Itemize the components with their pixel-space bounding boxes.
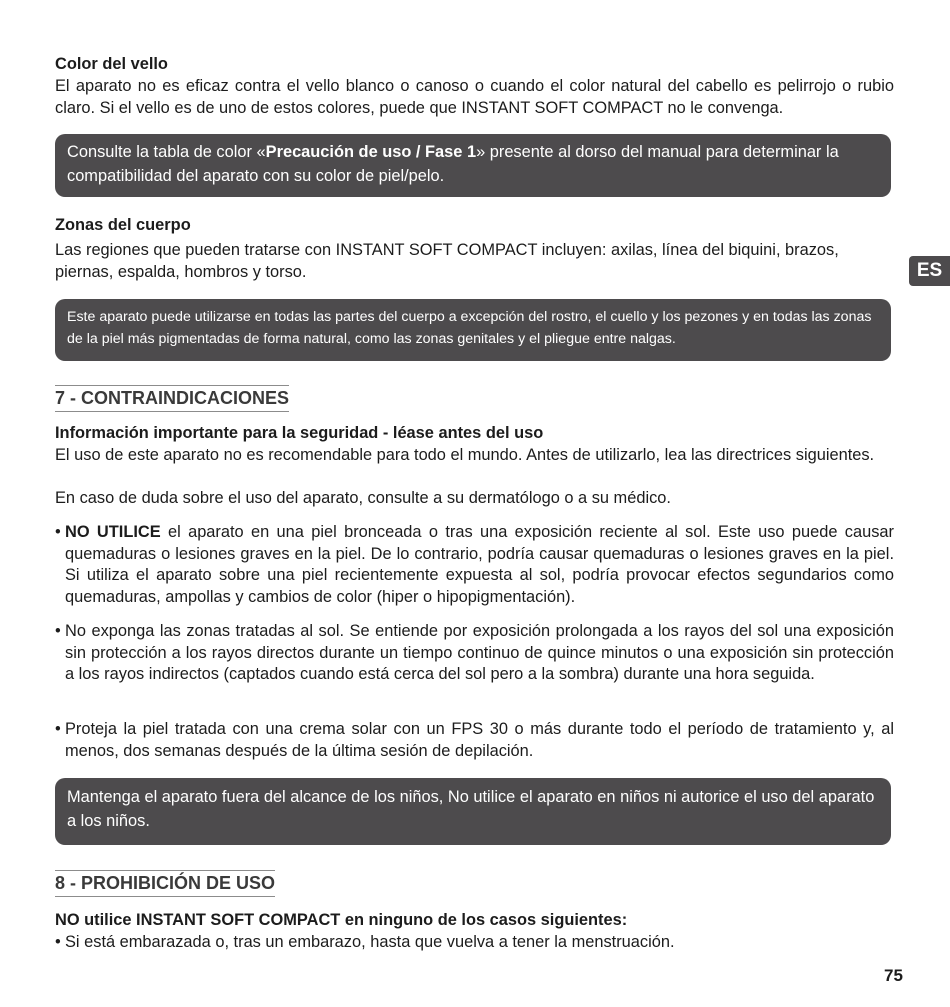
heading-prohibicion: 8 - PROHIBICIÓN DE USO: [55, 870, 275, 897]
color-note-box: [55, 134, 891, 197]
bullet-text: el aparato en una piel bronceada o tras una exposición reciente al sol. Este uso puede causar quemaduras o lesiones graves en la piel. De lo contrario, podría causar quemaduras o lesiones graves en la piel. Si utiliza el aparato sobre una piel recientemente expuesta al sol, podría provocar efectos segundarios como quemaduras, ampollas y cambios de color (hiper o hipopigmentación).: [65, 523, 894, 606]
color-note-pre: Consulte la tabla de color «: [67, 143, 266, 161]
color-note-bold: Precaución de uso / Fase 1: [265, 143, 477, 161]
zonas-paragraph: Las regiones que pueden tratarse con INSTANT SOFT COMPACT incluyen: axilas, línea del biquini, brazos, piernas, espalda, hombros y torso.: [55, 241, 839, 281]
color-paragraph: El aparato no es eficaz contra el vello blanco o canoso o cuando el color natural del cabello es pelirrojo o rubio claro. Si el vello es de uno de estos colores, puede que INSTANT SOFT COMPACT no le convenga.: [55, 77, 894, 117]
contra-subtitle: Información importante para la seguridad - léase antes del uso: [55, 424, 544, 442]
color-note-post: » presente al dorso del manual para determinar la compatibilidad del aparato con su color de piel/pelo.: [67, 143, 839, 185]
heading-contraindicaciones: 7 - CONTRAINDICACIONES: [55, 385, 289, 412]
zonas-note-box: Este aparato puede utilizarse en todas las partes del cuerpo a excepción del rostro, el cuello y los pezones y en todas las zonas de la piel más pigmentadas de forma natural, como las zonas genitales y el pliegue entre nalgas.: [55, 299, 891, 361]
bullet-text: Si está embarazada o, tras un embarazo, hasta que vuelva a tener la menstruación.: [65, 933, 675, 951]
list-item: [55, 522, 894, 608]
page-number: 75: [884, 966, 903, 985]
list-item: [55, 932, 894, 954]
language-tab-es: ES: [909, 256, 950, 286]
bullet-bold-lead: NO UTILICE: [65, 523, 161, 541]
section-title-color: Color del vello: [55, 55, 168, 73]
prohib-subtitle: NO utilice INSTANT SOFT COMPACT en ninguno de los casos siguientes:: [55, 911, 628, 929]
bullet-text: No exponga las zonas tratadas al sol. Se entiende por exposición prolongada a los rayos del sol una exposición sin protección a los rayos directos durante un tiempo continuo de quince minutos o una exposición sin protección a los rayos indirectos (captados cuando está cerca del sol pero a la sombra) durante una hora seguida.: [65, 622, 894, 683]
bullet-dot: •: [55, 622, 61, 640]
section-title-zonas: Zonas del cuerpo: [55, 216, 191, 234]
list-item: [55, 719, 894, 762]
bullet-text: Proteja la piel tratada con una crema solar con un FPS 30 o más durante todo el período de tratamiento y, al menos, dos semanas después de la última sesión de depilación.: [65, 720, 894, 760]
bullet-dot: •: [55, 720, 61, 738]
list-item: [55, 621, 894, 686]
children-note-box: Mantenga el aparato fuera del alcance de los niños, No utilice el aparato en niños ni autorice el uso del aparato a los niños.: [55, 778, 891, 845]
contra-intro-2: En caso de duda sobre el uso del aparato, consulte a su dermatólogo o a su médico.: [55, 489, 671, 507]
bullet-dot: •: [55, 933, 61, 951]
bullet-dot: •: [55, 523, 61, 541]
contra-intro: El uso de este aparato no es recomendable para todo el mundo. Antes de utilizarlo, lea las directrices siguientes.: [55, 446, 875, 464]
